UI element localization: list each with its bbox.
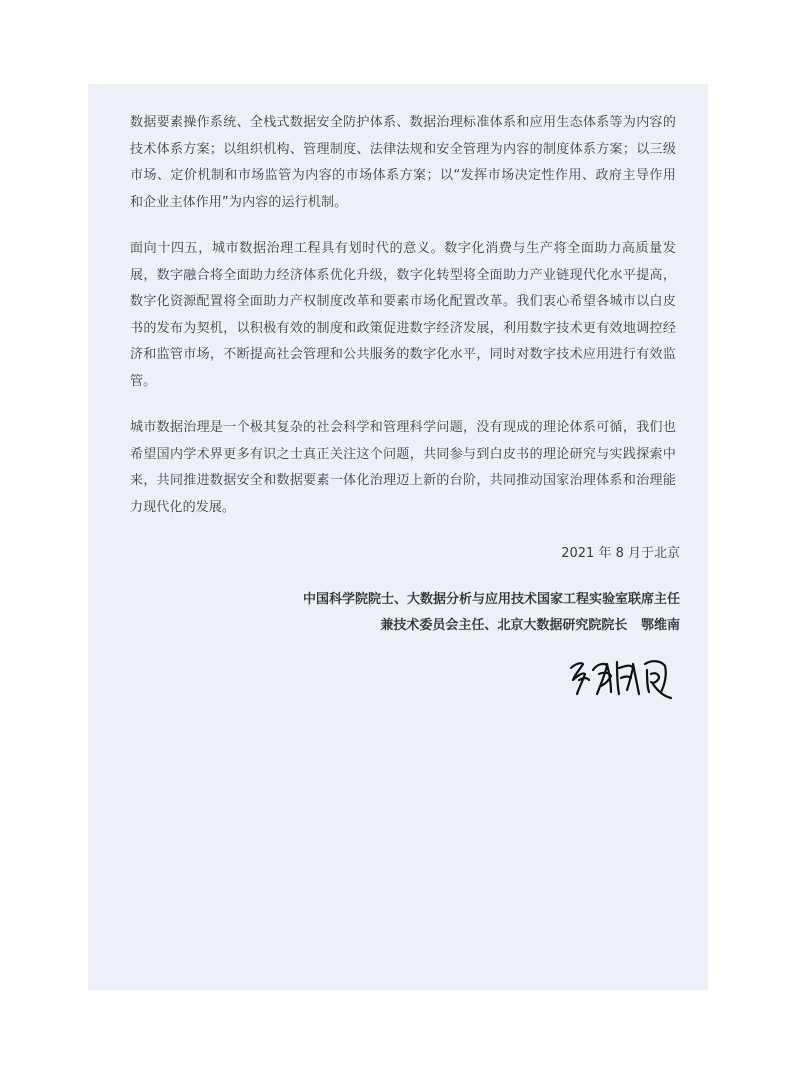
paragraph-3: 城市数据治理是一个极其复杂的社会科学和管理科学问题，没有现成的理论体系可循，我们也希望国内学术界更多有识之士真正关注这个问题，共同参与到白皮书的理论研究与实践探索中来，共同推进数据安全和数据要素一体化治理迈上新的台阶，共同推动国家治理体系和治理能力现代化的发展。 <box>130 420 676 515</box>
paragraph-1: 数据要素操作系统、全栈式数据安全防护体系、数据治理标准体系和应用生态体系等为内容的技术体系方案；以组织机构、管理制度、法律法规和安全管理为内容的制度体系方案；以三级市场、定价机制和市场监管为内容的市场体系方案；以“发挥市场决定性作用、政府主导作用和企业主体作用”为内容的运行机制。 <box>130 115 676 210</box>
paragraph-2: 面向十四五，城市数据治理工程具有划时代的意义。数字化消费与生产将全面助力高质量发展，数字融合将全面助力经济体系优化升级，数字化转型将全面助力产业链现代化水平提高，数字化资源配置将全面助力产权制度改革和要素市场化配置改革。我们衷心希望各城市以白皮书的发布为契机，以积极有效的制度和政策促进数字经济发展，利用数字技术更有效地调控经济和监管市场，不断提高社会管理和公共服务的数字化水平，同时对数字技术应用进行有效监管。 <box>130 241 676 389</box>
date-line: 2021 年 8 月于北京 <box>561 546 680 561</box>
signatory-title-line-1: 中国科学院院士、大数据分析与应用技术国家工程实验室联席主任 <box>302 592 680 607</box>
signature-icon <box>567 650 677 706</box>
signatory-title-line-2: 兼技术委员会主任、北京大数据研究院院长 鄂维南 <box>380 618 680 633</box>
document-body <box>130 110 680 639</box>
signatory-block <box>130 587 680 639</box>
